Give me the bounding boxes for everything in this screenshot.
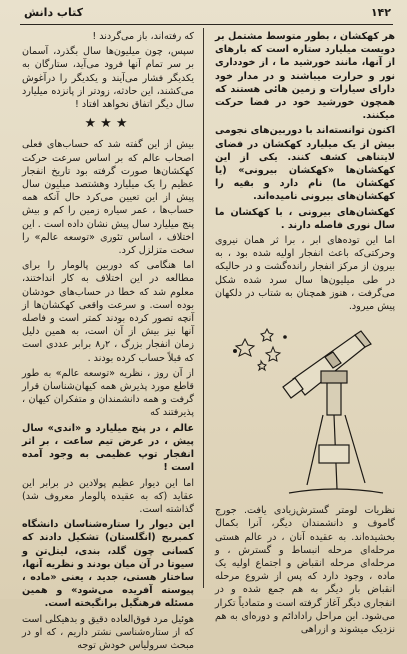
paragraph: اما هنگامی که دوربین پالومار را برای مطالعه در این اختلاف به کار انداختند، معلوم شد که خطا در حساب‌های خودشان بوده است. و سرعت واقعی کهکشان‌ها از آنچه تصور کرده بودند کمتر است و فاصله آنها نیز بیش از آن است، به همین دلیل زمان انفجار بزرگ ، ۲ر۸ برابر عددی است که قبلاً حساب کرده بودند . (22, 260, 194, 364)
column-divider (203, 28, 204, 588)
paragraph: بیش از این گفته شد که حساب‌های فعلی اصحاب عالم که بر اساس سرعت حرکت کهکشان‌ها صورت گرفته بود تاریخ انفجار عظیم را یک میلیارد وهشتصد میلیون سال پیش از این تعیین می‌کرد حال آنکه همه حساب‌ها ، عمر سیاره زمین را کم و بیش پنج میلیارد سال پیش نشان داده است . این اختلاف ، اساس تئوری «توسعه عالم» را سخت متزلزل کرد. (22, 139, 194, 257)
star-icon (258, 361, 266, 370)
paragraph: اکنون توانسته‌اند با دوربین‌های نجومی بیش از یک میلیارد کهکشان در فضای لایتناهی کشف کنند. یکی از این کهکشان‌ها «کهکشان بیرونی» (یا کهکشان ما) نام دارد و بقیه را کهکشان‌های بیرونی نامیده‌اند. (215, 125, 395, 203)
paragraph: کهکشان‌های بیرونی ، با کهکشان ما سال نوری فاصله دارند . (215, 206, 395, 231)
telescope-drawing (215, 317, 395, 502)
telescope-mount (327, 379, 341, 415)
star-icon (266, 347, 280, 361)
right-column (215, 30, 395, 638)
star-icon (261, 329, 273, 341)
running-title: کتاب دانش (24, 6, 83, 19)
paragraph: اما این توده‌های ابر ، برا ثر همان نیروی وحرکتی‌که باعث انفجار اولیه شده بود ، به بیرون از مرکز انفجار رانده‌گشت و در حالیکه در طی میلیون‌ها سال سرد شده شکل می‌گرفت ، هنوز همچنان به شتاب در دلکهان پیش میرود. (215, 235, 395, 313)
paragraph: نظریات لومتر گسترش‌زیادی یافت. جورج گاموف و دانشمندان دیگر، آنرا بکمال بخشیده‌اند. به عقیده آنان ، در عالم هستی مرحله‌ای مرحله انبساط و گسترش ، و مرحله‌ای مرحله انقباض و اجتماع اولیه یک ماده ، وجود دارد که پس از شروع مرحله انقباض بار دیگر به هم جمع شده و در انفجاری دیگر آغاز گرفته است و متمادیاً تکرار می‌شود. این مراحل رادادائم و دوره‌ای به هم نزدیک میشوند و ازراهی (215, 505, 395, 636)
paragraph: از آن روز ، نظریه «توسعه عالم» به طور قاطع مورد پذیرش همه کیهان‌شناسان قرار گرفت و همه دانشمندان و متفکران کیهان ، پذیرفتند که (22, 367, 194, 419)
highlighted-paragraph: عالم ، در پنج میلیارد و «اندی» سال پیش ، در عرض تیم ساعت ، بر اثر انفجار توپ عظیمی به وجود آمده است ! (22, 422, 194, 474)
paragraph: که رفته‌اند، باز می‌گردند ! (92, 31, 194, 42)
paragraph: اما این دیوار عظیم پولادین در برابر این عقاید (که به عقیده پالومار معروف شد) گذاشته است. (22, 477, 194, 515)
highlighted-paragraph: این دیوار را ستاره‌شناسان دانشگاه کمبریج (انگلستان) تشکیل دادند که کسانی چون گلد، بندی، لیتل‌تن و سیوتا در آن میان بودند و نظریه آنها، ساختار هستی، جدید ، یعنی «ماده ، پیوسته آفریده می‌شود» و همین مسئله فرهنگیل برانگیخته است. (22, 519, 194, 610)
telescope-base (319, 445, 349, 463)
star-dot (284, 336, 287, 339)
telescope-mount-head (321, 371, 347, 383)
star-icon (236, 339, 254, 356)
paragraph: هر کهکشان ، بطور متوسط مشتمل بر دویست میلیارد ستاره است که بارهای از آنها، مانند خورشید ما ، از خودداری نور و حرارت میباشند و در مدار خود دارای سیارات و زمین هائی هستند که همچون خورشید خود در فضا حرکت میکنند. (215, 31, 395, 122)
paragraph: هوئیل مرد فوق‌العاده دقیق و بدهیکلی است که از ستاره‌شناسی نشتر داریم ، که او در مبحث سرولیاس خودش توجه (22, 613, 194, 651)
ground-line (289, 489, 383, 493)
page-number: ۱۴۲ (370, 6, 391, 19)
star-dot (234, 350, 237, 353)
section-separator: ★★★ (84, 116, 132, 132)
left-column (22, 30, 194, 654)
page-header (20, 6, 393, 25)
telescope-illustration (215, 317, 395, 502)
paragraph: سپس، چون میلیون‌ها سال بگذرد، آسمان بر سر تمام آنها فرود می‌آید، ستارگان به یکدیگر فشار می‌آیند و یکدیگر را درآغوش می‌کشند، این حادثه، زودتر از پانزده میلیارد سال دیگر اتفاق نخواهد افتاد ! (22, 46, 194, 111)
